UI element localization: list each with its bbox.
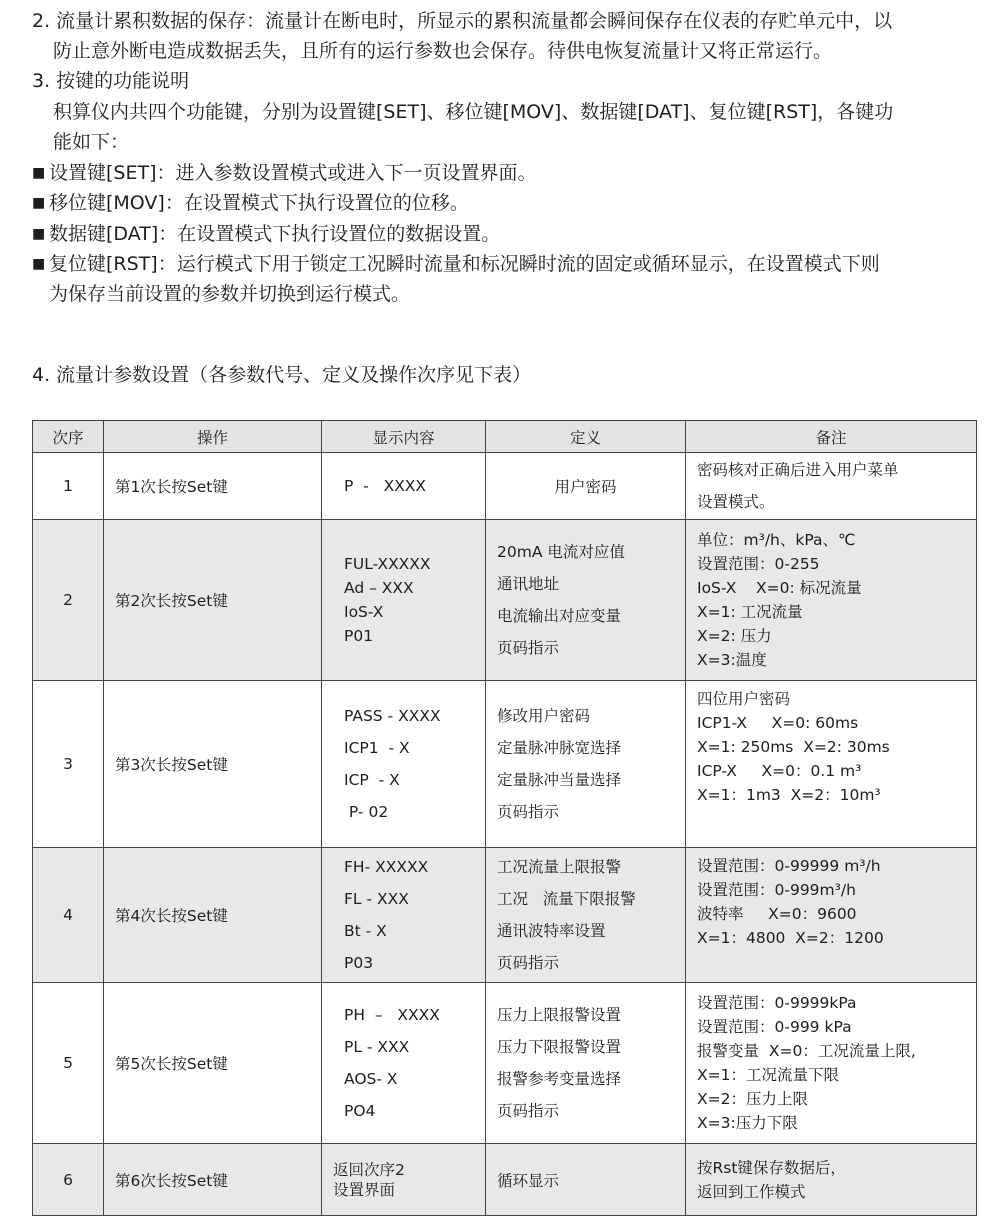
remarks-line: X=1：4800 X=2：1200 <box>697 929 884 947</box>
remarks-line: IoS-X X=0: 标况流量 <box>697 579 862 597</box>
definition-line: 页码指示 <box>497 639 560 657</box>
cell-display <box>322 520 486 681</box>
display-line: P01 <box>344 627 374 645</box>
bullet-mark: ■ <box>32 256 46 272</box>
cell-operation: 第5次长按Set键 <box>104 983 322 1144</box>
display-line: PASS - XXXX <box>344 707 441 725</box>
remarks-line: X=2: 压力 <box>697 627 772 645</box>
definition-line: 工况 流量下限报警 <box>497 890 636 908</box>
remarks-line: X=2：压力上限 <box>697 1090 808 1108</box>
display-line: P03 <box>344 954 374 972</box>
definition-line: 工况流量上限报警 <box>497 858 622 876</box>
definition-line: 报警参考变量选择 <box>497 1070 622 1088</box>
remarks-line: 按Rst键保存数据后， <box>697 1158 846 1177</box>
cell-remarks <box>686 983 977 1144</box>
table-row <box>33 681 977 848</box>
bullet-text: 复位键[RST]：运行模式下用于锁定工况瞬时流量和标况瞬时流的固定或循环显示，在设置模式下则 <box>49 253 880 275</box>
cell-seq: 4 <box>33 848 104 983</box>
bullet-rst-key <box>32 249 972 309</box>
cell-operation: 第6次长按Set键 <box>104 1144 322 1216</box>
remarks-line: 设置模式。 <box>697 493 775 511</box>
cell-definition <box>486 453 686 520</box>
display-line: PL - XXX <box>344 1038 410 1056</box>
cell-seq: 3 <box>33 681 104 848</box>
display-line: FH- XXXXX <box>344 858 429 876</box>
definition-line: 页码指示 <box>497 803 560 821</box>
section2-line2: 防止意外断电造成数据丢失，且所有的运行参数也会保存。待供电恢复流量计又将正常运行。 <box>53 40 833 62</box>
cell-definition <box>486 681 686 848</box>
display-line: ICP - X <box>344 771 400 789</box>
cell-operation: 第3次长按Set键 <box>104 681 322 848</box>
display-line: FL - XXX <box>344 890 409 908</box>
remarks-line: 设置范围：0-999m³/h <box>697 881 856 899</box>
cell-remarks <box>686 1144 977 1216</box>
definition-line: 通讯地址 <box>497 575 560 593</box>
cell-display <box>322 983 486 1144</box>
remarks-line: ICP1-X X=0: 60ms <box>697 714 859 732</box>
bullet-text: 设置键[SET]：进入参数设置模式或进入下一页设置界面。 <box>49 162 537 184</box>
header-remarks: 备注 <box>686 421 977 453</box>
header-definition: 定义 <box>486 421 686 453</box>
remarks-line: ICP-X X=0：0.1 m³ <box>697 762 862 780</box>
table-row <box>33 520 977 681</box>
remarks-line: 报警变量 X=0：工况流量上限, <box>697 1042 916 1060</box>
remarks-line: 设置范围：0-999 kPa <box>697 1018 852 1036</box>
definition-line: 修改用户密码 <box>497 707 591 725</box>
display-line: IoS-X <box>344 603 384 621</box>
bullet-mark: ■ <box>32 165 46 181</box>
display-line: PO4 <box>344 1102 376 1120</box>
definition-line: 20mA 电流对应值 <box>497 543 625 561</box>
remarks-line: 波特率 X=0：9600 <box>697 905 857 923</box>
remarks-line: 设置范围：0-9999kPa <box>697 994 857 1012</box>
display-line: FUL-XXXXX <box>344 555 431 573</box>
remarks-line: 设置范围：0-255 <box>697 555 820 573</box>
header-seq: 次序 <box>33 421 104 453</box>
definition-line: 循环显示 <box>497 1171 560 1190</box>
section2-paragraph <box>32 6 972 66</box>
cell-operation: 第4次长按Set键 <box>104 848 322 983</box>
cell-operation: 第2次长按Set键 <box>104 520 322 681</box>
bullet-dat-key <box>32 219 972 249</box>
definition-line: 页码指示 <box>497 954 560 972</box>
definition-line: 页码指示 <box>497 1102 560 1120</box>
section3-intro-line2: 能如下： <box>53 131 130 153</box>
definition-line: 通讯波特率设置 <box>497 922 606 940</box>
table-row <box>33 848 977 983</box>
cell-seq: 6 <box>33 1144 104 1216</box>
cell-display <box>322 848 486 983</box>
bullet-text: 数据键[DAT]：在设置模式下执行设置位的数据设置。 <box>49 223 501 245</box>
table-row <box>33 983 977 1144</box>
remarks-line: 单位：m³/h、kPa、℃ <box>697 531 856 549</box>
remarks-line: 设置范围：0-99999 m³/h <box>697 857 881 875</box>
definition-line: 压力下限报警设置 <box>497 1038 622 1056</box>
cell-remarks <box>686 453 977 520</box>
definition-line: 定量脉冲脉宽选择 <box>497 739 622 757</box>
display-line: PH – XXXX <box>344 1006 440 1024</box>
cell-remarks <box>686 681 977 848</box>
cell-display <box>322 453 486 520</box>
section2-line1: 2. 流量计累积数据的保存：流量计在断电时，所显示的累积流量都会瞬间保存在仪表的存贮单元中，以 <box>32 10 893 32</box>
remarks-line: X=1：工况流量下限 <box>697 1066 839 1084</box>
parameter-table-container <box>32 420 976 1216</box>
cell-remarks <box>686 848 977 983</box>
table-row <box>33 453 977 520</box>
section3-intro <box>32 97 993 157</box>
section3-heading: 3. 按键的功能说明 <box>32 70 190 92</box>
display-line: 设置界面 <box>333 1180 396 1199</box>
definition-line: 定量脉冲当量选择 <box>497 771 622 789</box>
header-operation: 操作 <box>104 421 322 453</box>
definition-line: 压力上限报警设置 <box>497 1006 622 1024</box>
remarks-line: X=3:温度 <box>697 651 767 669</box>
cell-seq: 1 <box>33 453 104 520</box>
display-line: P - XXXX <box>344 477 427 495</box>
cell-definition <box>486 520 686 681</box>
bullet-set-key <box>32 158 972 188</box>
display-line: Ad – XXX <box>344 579 414 597</box>
table-row <box>33 1144 977 1216</box>
header-display: 显示内容 <box>322 421 486 453</box>
cell-definition <box>486 1144 686 1216</box>
display-line: Bt - X <box>344 922 387 940</box>
definition-line: 电流输出对应变量 <box>497 607 622 625</box>
cell-display <box>322 1144 486 1216</box>
cell-remarks <box>686 520 977 681</box>
display-line: P- 02 <box>344 803 389 821</box>
bullet-mark: ■ <box>32 226 46 242</box>
remarks-line: 密码核对正确后进入用户菜单 <box>697 461 899 479</box>
section3-intro-line1: 积算仪内共四个功能键，分别为设置键[SET]、移位键[MOV]、数据键[DAT]、复位键[RST]，各键功 <box>53 101 894 123</box>
table-header-row <box>33 421 977 453</box>
cell-seq: 5 <box>33 983 104 1144</box>
remarks-line: 四位用户密码 <box>697 690 791 708</box>
definition-line: 用户密码 <box>554 478 617 496</box>
bullet-mov-key <box>32 188 972 218</box>
cell-definition <box>486 848 686 983</box>
section4-heading: 4. 流量计参数设置（各参数代号、定义及操作次序见下表） <box>32 364 532 386</box>
display-line: AOS- X <box>344 1070 398 1088</box>
remarks-line: 返回到工作模式 <box>697 1182 806 1201</box>
bullet-mark: ■ <box>32 195 46 211</box>
remarks-line: X=1: 工况流量 <box>697 603 803 621</box>
cell-seq: 2 <box>33 520 104 681</box>
display-line: 返回次序2 <box>333 1160 405 1179</box>
parameter-table <box>32 420 977 1216</box>
display-line: ICP1 - X <box>344 739 410 757</box>
cell-definition <box>486 983 686 1144</box>
cell-display <box>322 681 486 848</box>
remarks-line: X=1：1m3 X=2：10m³ <box>697 786 881 804</box>
bullet-text: 移位键[MOV]：在设置模式下执行设置位的位移。 <box>49 192 469 214</box>
remarks-line: X=3:压力下限 <box>697 1114 798 1132</box>
remarks-line: X=1: 250ms X=2: 30ms <box>697 738 890 756</box>
cell-operation: 第1次长按Set键 <box>104 453 322 520</box>
bullet-text-continued: 为保存当前设置的参数并切换到运行模式。 <box>49 283 411 305</box>
